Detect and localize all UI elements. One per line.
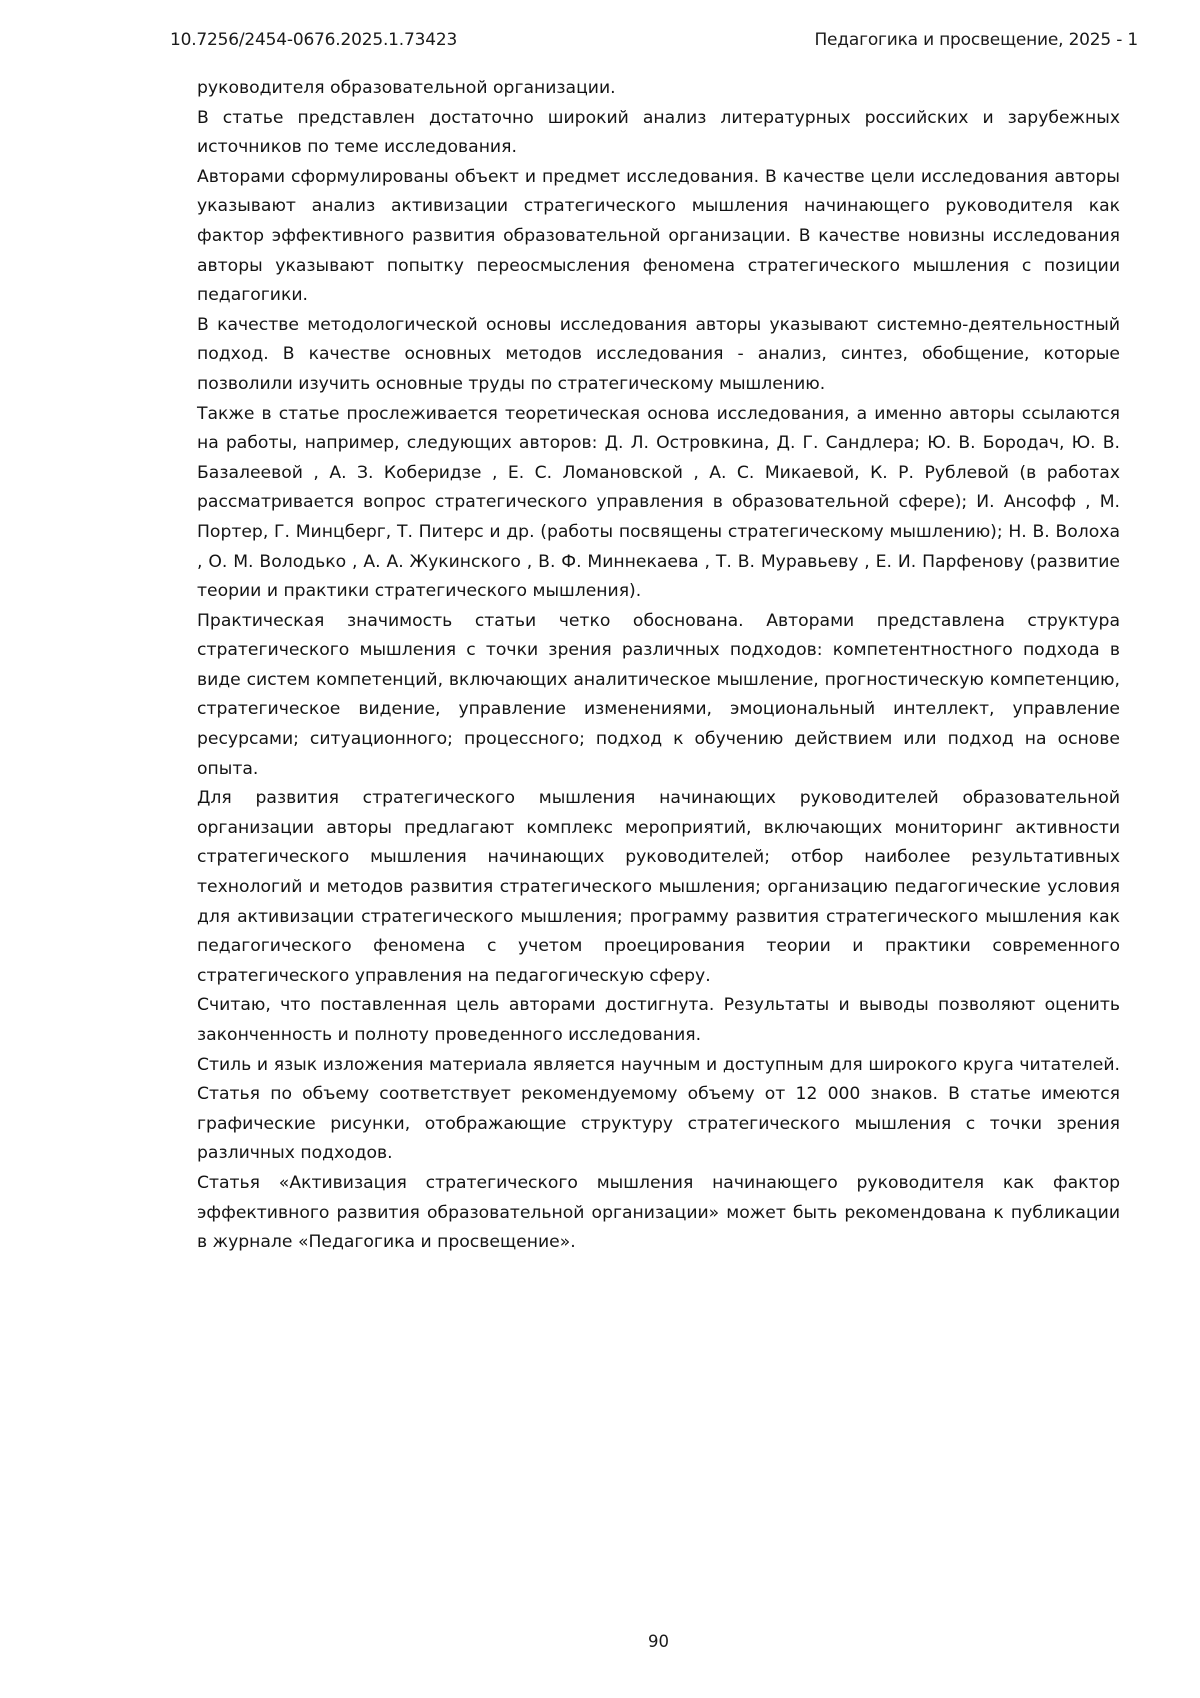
paragraph: Также в статье прослеживается теоретическая основа исследования, а именно авторы ссылаются на работы, например, следующих авторов: Д. Л. Островкина, Д. Г. Сандлера; Ю. В. Бородач, Ю. В. Базалеевой , А. З. Коберидзе , Е. С. Ломановской , А. С. Микаевой, К. Р. Рублевой (в работах рассматривается вопрос стратегического управления в образовательной сфере); И. Ансофф , М. Портер, Г. Минцберг, Т. Питерс и др. (работы посвящены стратегическому мышлению); Н. В. Волоха , О. М. Володько , А. А. Жукинского , В. Ф. Миннекаева , Т. В. Муравьеву , Е. И. Парфенову (развитие теории и практики стратегического мышления). — [197, 403, 1120, 602]
paragraph: Практическая значимость статьи четко обоснована. Авторами представлена структура стратегического мышления с точки зрения различных подходов: компетентностного подхода в виде систем компетенций, включающих аналитическое мышление, прогностическую компетенцию, стратегическое видение, управление изменениями, эмоциональный интеллект, управление ресурсами; ситуационного; процессного; подход к обучению действием или подход на основе опыта. — [197, 610, 1120, 779]
paragraph: Статья «Активизация стратегического мышления начинающего руководителя как фактор эффективного развития образовательной организации» может быть рекомендована к публикации в журнале «Педагогика и просвещение». — [197, 1172, 1120, 1253]
paragraph: руководителя образовательной организации. — [197, 78, 616, 98]
paragraph: Для развития стратегического мышления начинающих руководителей образовательной организации авторы предлагают комплекс мероприятий, включающих мониторинг активности стратегического мышления начинающих руководителей; отбор наиболее результативных технологий и методов развития стратегического мышления; организацию педагогические условия для активизации стратегического мышления; программу развития стратегического мышления как педагогического феномена с учетом проецирования теории и практики современного стратегического управления на педагогическую сферу. — [197, 788, 1120, 986]
paragraph: Считаю, что поставленная цель авторами достигнута. Результаты и выводы позволяют оценить законченность и полноту проведенного исследования. — [197, 995, 1120, 1045]
page-number: 90 — [648, 1632, 669, 1651]
journal-title: Педагогика и просвещение, 2025 - 1 — [814, 30, 1138, 50]
paragraph: В статье представлен достаточно широкий анализ литературных российских и зарубежных источников по теме исследования. — [197, 107, 1120, 158]
page-footer — [197, 1632, 1120, 1651]
paragraph: Стиль и язык изложения материала является научным и доступным для широкого круга читателей. Статья по объему соответствует рекомендуемому объему от 12 000 знаков. В статье имеются графические рисунки, отображающие структуру стратегического мышления с точки зрения различных подходов. — [197, 1054, 1120, 1164]
page-header — [170, 30, 1138, 50]
doi-text: 10.7256/2454-0676.2025.1.73423 — [170, 30, 458, 50]
paragraph: Авторами сформулированы объект и предмет исследования. В качестве цели исследования авторы указывают анализ активизации стратегического мышления начинающего руководителя как фактор эффективного развития образовательной организации. В качестве новизны исследования авторы указывают попытку переосмысления феномена стратегического мышления с позиции педагогики. — [197, 166, 1120, 306]
review-text-block — [197, 74, 1120, 1258]
paragraph: В качестве методологической основы исследования авторы указывают системно-деятельностный подход. В качестве основных методов исследования - анализ, синтез, обобщение, которые позволили изучить основные труды по стратегическому мышлению. — [197, 314, 1120, 394]
